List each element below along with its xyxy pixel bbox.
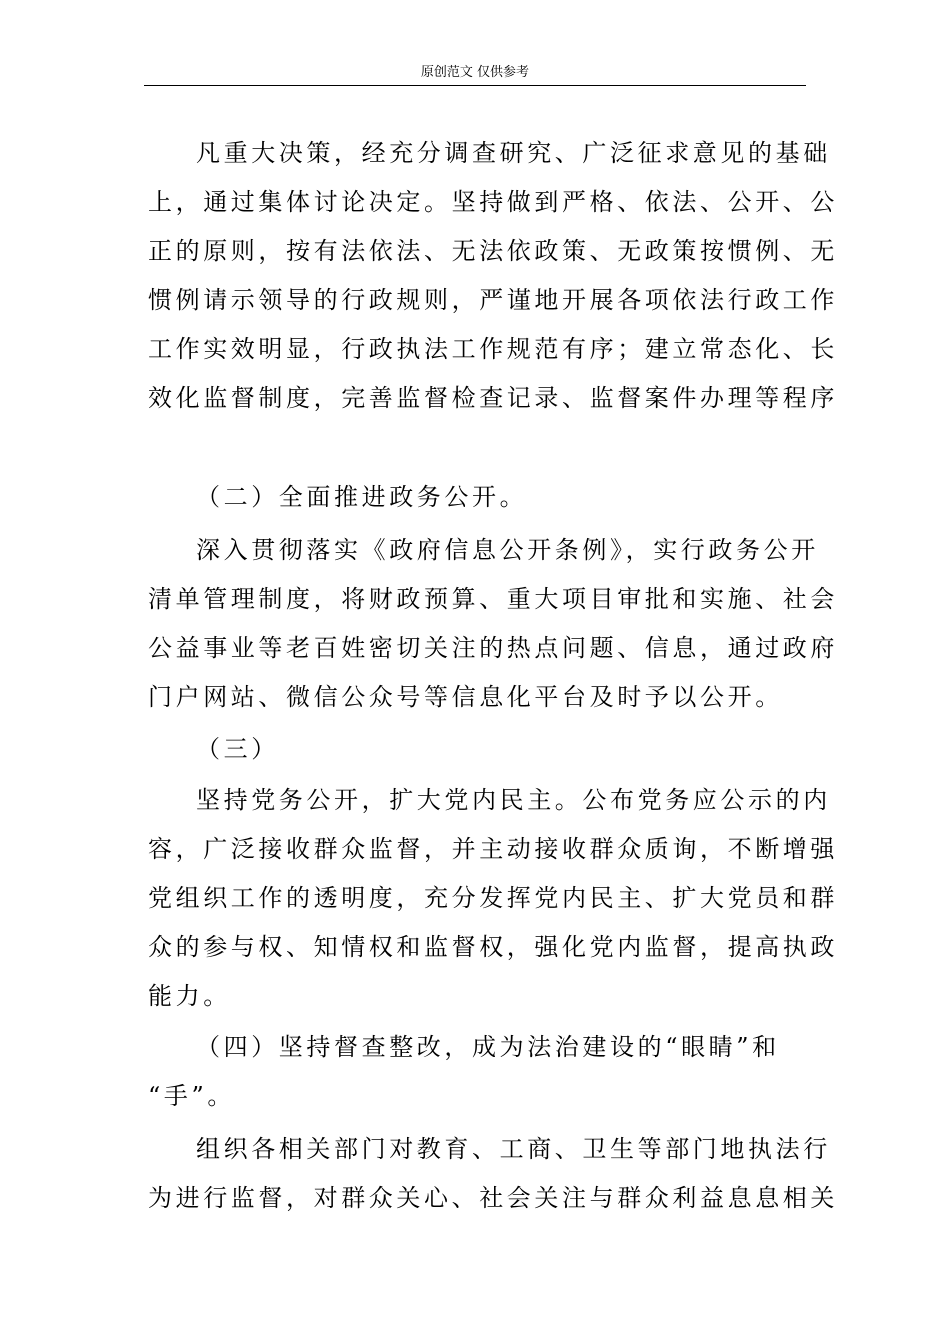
page-header: 原创范文 仅供参考 — [420, 65, 530, 80]
paragraph-line: 正的原则，按有法依法、无法依政策、无政策按惯例、无 — [148, 237, 838, 265]
paragraph-line: 深入贯彻落实《政府信息公开条例》，实行政务公开 — [196, 536, 819, 564]
section-heading: （二）全面推进政务公开。 — [196, 483, 528, 511]
paragraph-line: 能力。 — [148, 982, 231, 1010]
paragraph-line: 众的参与权、知情权和监督权，强化党内监督，提高执政 — [148, 933, 838, 961]
paragraph-line: 惯例请示领导的行政规则，严谨地开展各项依法行政工作 — [148, 286, 838, 314]
section-heading-continued: “手”。 — [148, 1082, 235, 1110]
section-heading: （三） — [196, 735, 279, 763]
paragraph-line: 清单管理制度，将财政预算、重大项目审批和实施、社会 — [148, 585, 838, 613]
paragraph-line: 为进行监督，对群众关心、社会关注与群众利益息息相关 — [148, 1184, 838, 1212]
paragraph-line: 容，广泛接收群众监督，并主动接收群众质询，不断增强 — [148, 835, 838, 863]
paragraph-line: 公益事业等老百姓密切关注的热点问题、信息，通过政府 — [148, 634, 838, 662]
paragraph-line: 组织各相关部门对教育、工商、卫生等部门地执法行 — [196, 1135, 831, 1163]
header-divider — [144, 85, 806, 86]
paragraph-line: 党组织工作的透明度，充分发挥党内民主、扩大党员和群 — [148, 884, 838, 912]
paragraph-line: 凡重大决策，经充分调查研究、广泛征求意见的基础 — [196, 139, 831, 167]
paragraph-line: 坚持党务公开，扩大党内民主。公布党务应公示的内 — [196, 786, 831, 814]
paragraph-line: 门户网站、微信公众号等信息化平台及时予以公开。 — [148, 683, 783, 711]
section-heading: （四）坚持督查整改，成为法治建设的“眼睛”和 — [196, 1033, 780, 1061]
paragraph-line: 工作实效明显，行政执法工作规范有序；建立常态化、长 — [148, 335, 838, 363]
paragraph-line: 上，通过集体讨论决定。坚持做到严格、依法、公开、公 — [148, 188, 838, 216]
paragraph-line: 效化监督制度，完善监督检查记录、监督案件办理等程序 — [148, 384, 838, 412]
